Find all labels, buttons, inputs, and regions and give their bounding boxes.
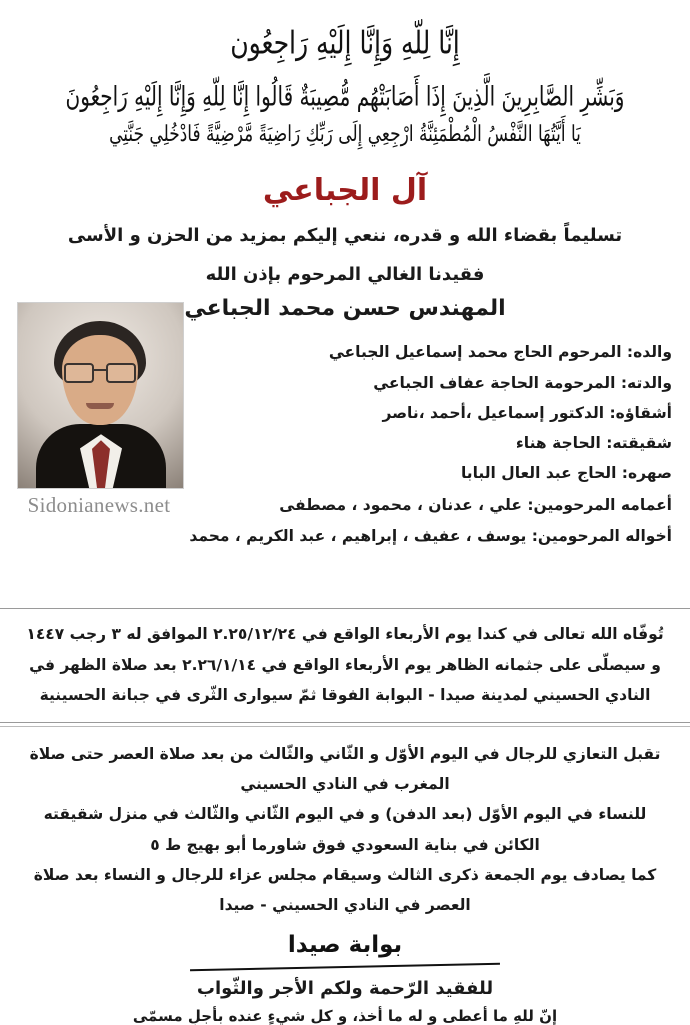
site-watermark: Sidonianews.net <box>27 493 171 518</box>
burial-line-3: النادي الحسيني لمدينة صيدا - البوابة الفوقا ثمّ سيوارى الثّرى في جبانة الحسينية <box>39 685 651 704</box>
list-item <box>196 368 672 398</box>
deceased-name: المهندس حسن محمد الجباعي <box>184 296 506 322</box>
deceased-photo <box>17 302 184 489</box>
burial-line-2: و سيصلّى على جثمانه الظاهر يوم الأربعاء الواقع في ٢.٢٦/١/١٤ بعد صلاة الظهر في <box>29 655 661 674</box>
closing-line-2: إنّ للهِ ما أعطى و له ما أخذ، و كل شيءٍ عنده بأجلٍ مسمّى <box>132 1007 558 1025</box>
relative-label: أشقاؤه: <box>609 403 672 422</box>
portrait-area <box>14 302 184 518</box>
relative-label: أعمامه المرحومين: <box>527 496 672 515</box>
gate-signature <box>0 930 690 976</box>
relative-value: الحاج عبد العال البابا <box>460 464 617 483</box>
relative-label: صهره: <box>621 464 672 483</box>
list-item <box>196 398 672 428</box>
calligraphy-line-2: وَبَشِّرِ الصَّابِرِينَ الَّذِينَ إِذَا أَصَابَتْهُم مُّصِيبَةٌ قَالُوا إِنَّا لِلّهِ وَإِنَّا إِلَيْهِ رَاجِعُونَ <box>65 79 625 112</box>
condolence-line-1: تسليماً بقضاء الله و قدره، ننعي إليكم بمزيد من الحزن و الأسى <box>67 225 623 247</box>
divider <box>0 722 690 723</box>
burial-line-1: تُوفّاه الله تعالى في كندا يوم الأربعاء الواقع في ٢.٢٥/١٢/٢٤ الموافق له ٣ رجب ١٤٤٧ <box>26 625 664 644</box>
calligraphy-line-1: إِنَّا لِلّهِ وَإِنَّا إِلَيْهِ رَاجِعُون <box>230 24 460 61</box>
condolences-line-3: للنساء في اليوم الأوّل (بعد الدفن) و في اليوم الثّاني والثّالث في منزل شقيقته <box>43 805 647 824</box>
burial-details <box>0 609 690 710</box>
condolences-line-2: المغرب في النادي الحسيني <box>240 775 450 794</box>
relative-value: يوسف ، عفيف ، إبراهيم ، عبد الكريم ، محمد <box>189 527 527 546</box>
relative-label: شقيقته: <box>606 433 672 452</box>
gate-underline <box>190 963 500 971</box>
condolences-line-5: كما يصادف يوم الجمعة ذكرى الثالث وسيقام مجلس عزاء للرجال و النساء بعد صلاة <box>33 865 657 884</box>
relative-label: أخواله المرحومين: <box>531 527 672 546</box>
list-item <box>196 428 672 458</box>
condolences-line-4: الكائن في بناية السعودي فوق شاورما أبو بهيج ط ٥ <box>150 835 540 854</box>
relative-label: والده: <box>626 343 672 362</box>
list-item <box>196 337 672 367</box>
condolences-info <box>0 727 690 920</box>
list-item <box>196 458 672 488</box>
list-item <box>18 521 672 552</box>
deceased-block <box>0 296 690 596</box>
calligraphy-line-3: يَا أَيَّتُهَا النَّفْسُ الْمُطْمَئِنَّةُ ارْجِعِي إِلَى رَبِّكِ رَاضِيَةً مَّرْضِيَّةً فَادْخُلِي جَنَّتِي <box>109 120 581 147</box>
gate-label: بوابة صيدا <box>287 932 403 959</box>
condolences-line-6: العصر في النادي الحسيني - صيدا <box>219 896 471 915</box>
relative-label: والدته: <box>620 373 672 392</box>
relative-value: المرحوم الحاج محمد إسماعيل الجباعي <box>328 343 622 362</box>
relative-value: علي ، عدنان ، محمود ، مصطفى <box>279 496 522 515</box>
relative-value: الحاجة هناء <box>515 433 601 452</box>
relative-value: الدكتور إسماعيل ،أحمد ،ناصر <box>382 403 605 422</box>
relative-value: المرحومة الحاجة عفاف الجباعي <box>373 373 616 392</box>
glasses-icon <box>64 363 136 379</box>
calligraphy-header <box>0 0 690 147</box>
condolences-line-1: تقبل التعازي للرجال في اليوم الأوّل و الثّاني والثّالث من بعد صلاة العصر حتى صلاة <box>29 744 661 763</box>
closing-line-1: للفقيد الرّحمة ولكم الأجر والثّواب <box>196 978 494 1000</box>
condolence-line-2: فقيدنا الغالي المرحوم بإذن الله <box>205 264 485 286</box>
photo-mouth <box>86 403 114 409</box>
family-name: آل الجباعي <box>262 173 428 209</box>
